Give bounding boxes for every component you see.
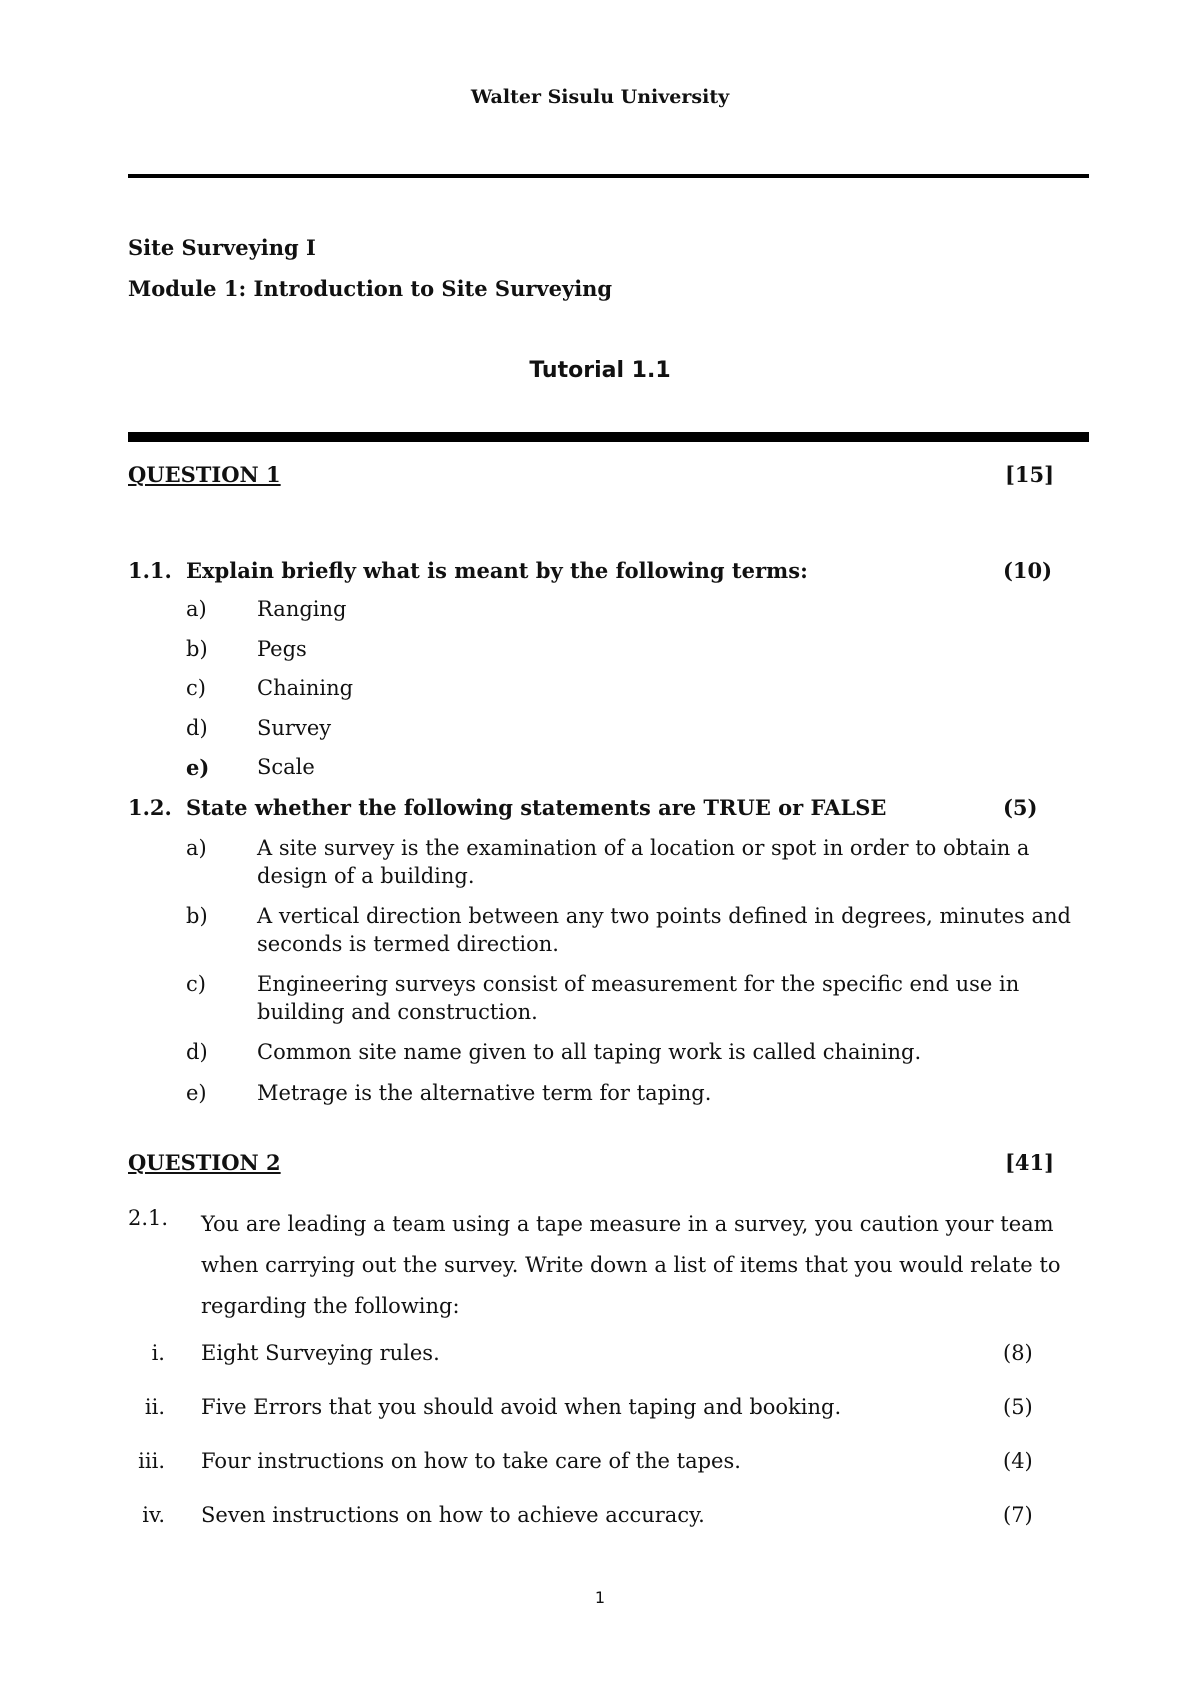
subquestion-1-1-number: 1.1. — [128, 558, 172, 583]
tutorial-divider — [128, 432, 1089, 442]
statement-text: Metrage is the alternative term for taping. — [257, 1081, 712, 1105]
item-marks: (4) — [1003, 1449, 1033, 1473]
subquestion-2-1-number: 2.1. — [128, 1206, 169, 1230]
item-number: i. — [151, 1341, 165, 1365]
term-label: e) — [186, 755, 210, 780]
subquestion-1-1-marks: (10) — [1003, 558, 1053, 583]
term-label: b) — [186, 637, 208, 661]
item-marks: (5) — [1003, 1395, 1033, 1419]
question-1-marks: [15] — [1005, 462, 1055, 487]
statement-text: A site survey is the examination of a location or spot in order to obtain a design of a building. — [257, 836, 1030, 888]
item-text: Five Errors that you should avoid when taping and booking. — [201, 1395, 842, 1419]
question-2-marks: [41] — [1005, 1150, 1055, 1175]
tutorial-title: Tutorial 1.1 — [529, 358, 671, 383]
page-number: 1 — [594, 1588, 606, 1607]
module-title: Module 1: Introduction to Site Surveying — [128, 276, 613, 301]
subquestion-1-2-text: State whether the following statements are TRUE or FALSE — [186, 795, 887, 820]
subquestion-1-2-marks: (5) — [1003, 795, 1038, 820]
term-text: Chaining — [257, 676, 354, 700]
term-label: d) — [186, 716, 208, 740]
term-label: c) — [186, 676, 206, 700]
question-1-title: QUESTION 1 — [128, 462, 281, 487]
item-marks: (8) — [1003, 1341, 1033, 1365]
statement-label: d) — [186, 1040, 208, 1064]
statement-text: Engineering surveys consist of measurement for the specific end use in building and construction. — [257, 972, 1020, 1024]
header-divider — [128, 174, 1089, 178]
statement-text: Common site name given to all taping work is called chaining. — [257, 1040, 922, 1064]
item-text: Seven instructions on how to achieve accuracy. — [201, 1503, 705, 1527]
item-text: Eight Surveying rules. — [201, 1341, 440, 1365]
statement-label: a) — [186, 836, 207, 860]
item-number: iv. — [142, 1503, 165, 1527]
subquestion-2-1-text: You are leading a team using a tape measure in a survey, you caution your team when carrying out the survey. Write down a list of items that you would relate to regarding the following: — [201, 1212, 1061, 1318]
item-marks: (7) — [1003, 1503, 1033, 1527]
item-text: Four instructions on how to take care of the tapes. — [201, 1449, 741, 1473]
term-text: Ranging — [257, 597, 347, 621]
term-text: Pegs — [257, 637, 307, 661]
subquestion-1-1-text: Explain briefly what is meant by the following terms: — [186, 558, 808, 583]
item-number: ii. — [144, 1395, 165, 1419]
term-label: a) — [186, 597, 207, 621]
statement-label: b) — [186, 904, 208, 928]
course-title: Site Surveying I — [128, 235, 316, 260]
university-header: Walter Sisulu University — [470, 86, 730, 108]
term-text: Scale — [257, 755, 315, 779]
statement-label: e) — [186, 1081, 207, 1105]
term-text: Survey — [257, 716, 332, 740]
item-number: iii. — [138, 1449, 165, 1473]
statement-text: A vertical direction between any two points defined in degrees, minutes and seconds is termed direction. — [257, 904, 1071, 956]
question-2-title: QUESTION 2 — [128, 1150, 281, 1175]
statement-label: c) — [186, 972, 206, 996]
subquestion-1-2-number: 1.2. — [128, 795, 172, 820]
